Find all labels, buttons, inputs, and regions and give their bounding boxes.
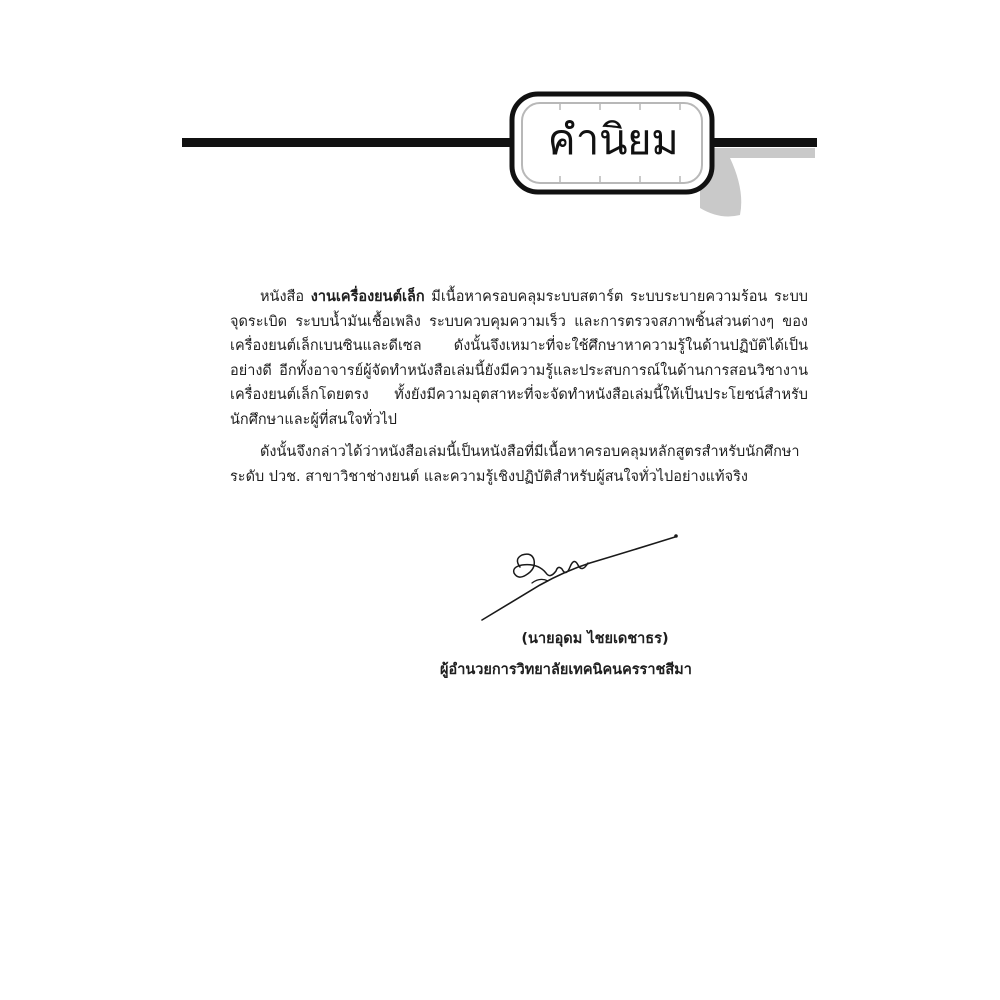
paragraph-1	[230, 285, 808, 432]
book-title-bold: งานเครื่องยนต์เล็ก	[310, 289, 425, 305]
paragraph-1-lead: หนังสือ	[260, 289, 305, 305]
handwritten-signature	[470, 525, 690, 630]
title-rule-right	[712, 138, 817, 147]
signer-position: ผู้อำนวยการวิทยาลัยเทคนิคนครราชสีมา	[440, 662, 692, 678]
page-title: คำนิยม	[547, 115, 679, 164]
foreword-body	[230, 285, 808, 497]
paragraph-2: ดังนั้นจึงกล่าวได้ว่าหนังสือเล่มนี้เป็นหนังสือที่มีเนื้อหาครอบคลุมหลักสูตรสำหรับนักศึกษาระดับ ปวช. สาขาวิชาช่างยนต์ และความรู้เชิงปฏิบัติสำหรับผู้สนใจทั่วไปอย่างแท้จริง	[230, 444, 800, 485]
header-banner	[0, 0, 1000, 240]
title-rule-left	[182, 138, 512, 147]
gray-swoosh-decoration	[700, 148, 815, 216]
signer-name: (นายอุดม ไชยเดชาธร)	[521, 631, 669, 647]
paragraph-1-rest: มีเนื้อหาครอบคลุมระบบสตาร์ต ระบบระบายความร้อน ระบบจุดระเบิด ระบบน้ำมันเชื้อเพลิง ระบบควบคุมความเร็ว และการตรวจสภาพชิ้นส่วนต่างๆ ของเครื่องยนต์เล็กเบนซินและดีเซล ดังนั้นจึงเหมาะที่จะใช้ศึกษาหาความรู้ในด้านปฏิบัติได้เป็นอย่างดี อีกทั้งอาจารย์ผู้จัดทำหนังสือเล่มนี้ยังมีความรู้และประสบการณ์ในด้านการสอนวิชางานเครื่องยนต์เล็กโดยตรง ทั้งยังมีความอุตสาหะที่จะจัดทำหนังสือเล่มนี้ให้เป็นประโยชน์สำหรับนักศึกษาและผู้ที่สนใจทั่วไป	[230, 289, 808, 428]
